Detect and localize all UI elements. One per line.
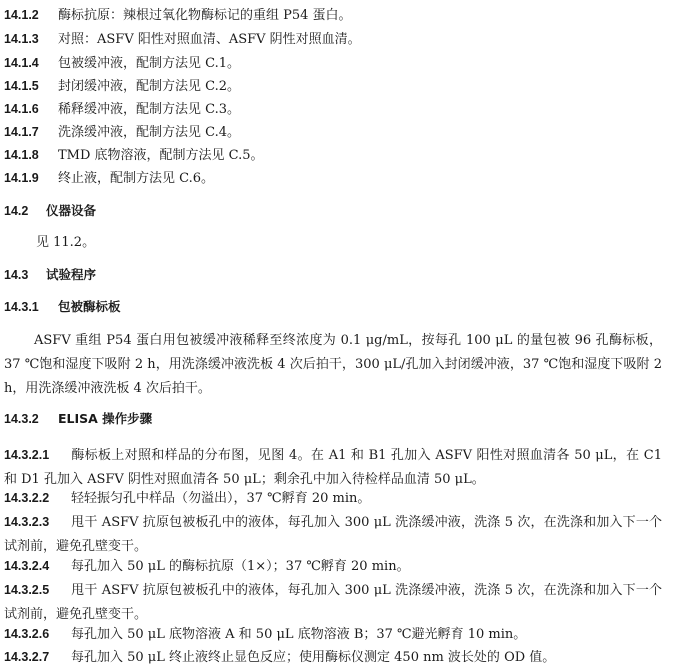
list-item [4, 99, 240, 120]
step-item [4, 556, 410, 577]
section-title: ELISA 操作步骤 [58, 411, 153, 426]
clause-text: 稀释缓冲液，配制方法见 C.3。 [58, 102, 241, 117]
clause-text: 酶标抗原：辣根过氧化物酶标记的重组 P54 蛋白。 [58, 8, 352, 23]
section-body: ASFV 重组 P54 蛋白用包被缓冲液稀释至终浓度为 0.1 μg/mL，按每孔 100 μL 的量包被 96 孔酶标板，37 ℃饱和湿度下吸附 2 h，用洗涤缓冲液洗板 4 次后拍干，300 μL/孔加入封闭缓冲液，37 ℃饱和湿度下吸附 2 h，用洗涤缓冲液洗板 4 次后拍干。 [4, 333, 662, 396]
section-title: 试验程序 [46, 267, 97, 282]
list-item [4, 122, 240, 143]
step-text: 每孔加入 50 μL 终止液终止显色反应；使用酶标仪测定 450 nm 波长处的 OD 值。 [71, 650, 556, 665]
section-title: 仪器设备 [46, 203, 97, 218]
step-number: 14.3.2.3 [4, 515, 50, 529]
clause-number: 14.1.8 [4, 148, 39, 162]
section-number: 14.2 [4, 204, 29, 218]
step-item [4, 488, 370, 509]
step-number: 14.3.2.1 [4, 448, 50, 462]
step-item [4, 443, 662, 492]
section-heading [4, 265, 96, 286]
clause-number: 14.1.2 [4, 8, 39, 22]
list-item [4, 5, 352, 26]
step-number: 14.3.2.5 [4, 583, 50, 597]
step-number: 14.3.2.7 [4, 650, 50, 664]
clause-number: 14.1.6 [4, 102, 39, 116]
step-text: 轻轻振匀孔中样品（勿溢出），37 ℃孵育 20 min。 [71, 491, 371, 506]
subsection-heading [4, 297, 121, 318]
clause-text: 包被缓冲液，配制方法见 C.1。 [58, 56, 241, 71]
clause-text: TMD 底物溶液，配制方法见 C.5。 [58, 148, 264, 163]
step-number: 14.3.2.4 [4, 559, 50, 573]
step-item [4, 578, 662, 627]
section-number: 14.3 [4, 268, 29, 282]
step-item [4, 647, 555, 668]
step-number: 14.3.2.2 [4, 491, 50, 505]
section-number: 14.3.2 [4, 412, 39, 426]
step-text: 酶标板上对照和样品的分布图，见图 4。在 A1 和 B1 孔加入 ASFV 阳性对照血清各 50 μL，在 C1 和 D1 孔加入 ASFV 阴性对照血清各 50 μL；剩余孔中加入待检样品血清 50 μL。 [4, 448, 662, 487]
clause-text: 终止液，配制方法见 C.6。 [58, 171, 215, 186]
clause-number: 14.1.3 [4, 32, 39, 46]
subsection-heading [4, 409, 152, 430]
step-number: 14.3.2.6 [4, 627, 50, 641]
clause-number: 14.1.4 [4, 56, 39, 70]
list-item [4, 29, 361, 50]
list-item [4, 168, 214, 189]
step-text: 甩干 ASFV 抗原包被板孔中的液体，每孔加入 300 μL 洗涤缓冲液，洗涤 5 次，在洗涤和加入下一个试剂前，避免孔壁变干。 [4, 515, 662, 554]
list-item [4, 145, 264, 166]
clause-number: 14.1.7 [4, 125, 39, 139]
clause-text: 对照：ASFV 阳性对照血清、ASFV 阴性对照血清。 [58, 32, 361, 47]
section-title: 包被酶标板 [58, 299, 121, 314]
list-item [4, 53, 240, 74]
step-text: 每孔加入 50 μL 的酶标抗原（1×）；37 ℃孵育 20 min。 [71, 559, 410, 574]
step-text: 每孔加入 50 μL 底物溶液 A 和 50 μL 底物溶液 B；37 ℃避光孵育 10 min。 [71, 627, 527, 642]
section-number: 14.3.1 [4, 300, 39, 314]
section-body: 见 11.2。 [36, 235, 96, 250]
step-text: 甩干 ASFV 抗原包被板孔中的液体，每孔加入 300 μL 洗涤缓冲液，洗涤 5 次，在洗涤和加入下一个试剂前，避免孔壁变干。 [4, 583, 662, 622]
step-item [4, 510, 662, 559]
list-item [4, 76, 240, 97]
clause-text: 洗涤缓冲液，配制方法见 C.4。 [58, 125, 241, 140]
step-item [4, 624, 526, 645]
clause-text: 封闭缓冲液，配制方法见 C.2。 [58, 79, 241, 94]
section-heading [4, 201, 96, 222]
clause-number: 14.1.5 [4, 79, 39, 93]
clause-number: 14.1.9 [4, 171, 39, 185]
